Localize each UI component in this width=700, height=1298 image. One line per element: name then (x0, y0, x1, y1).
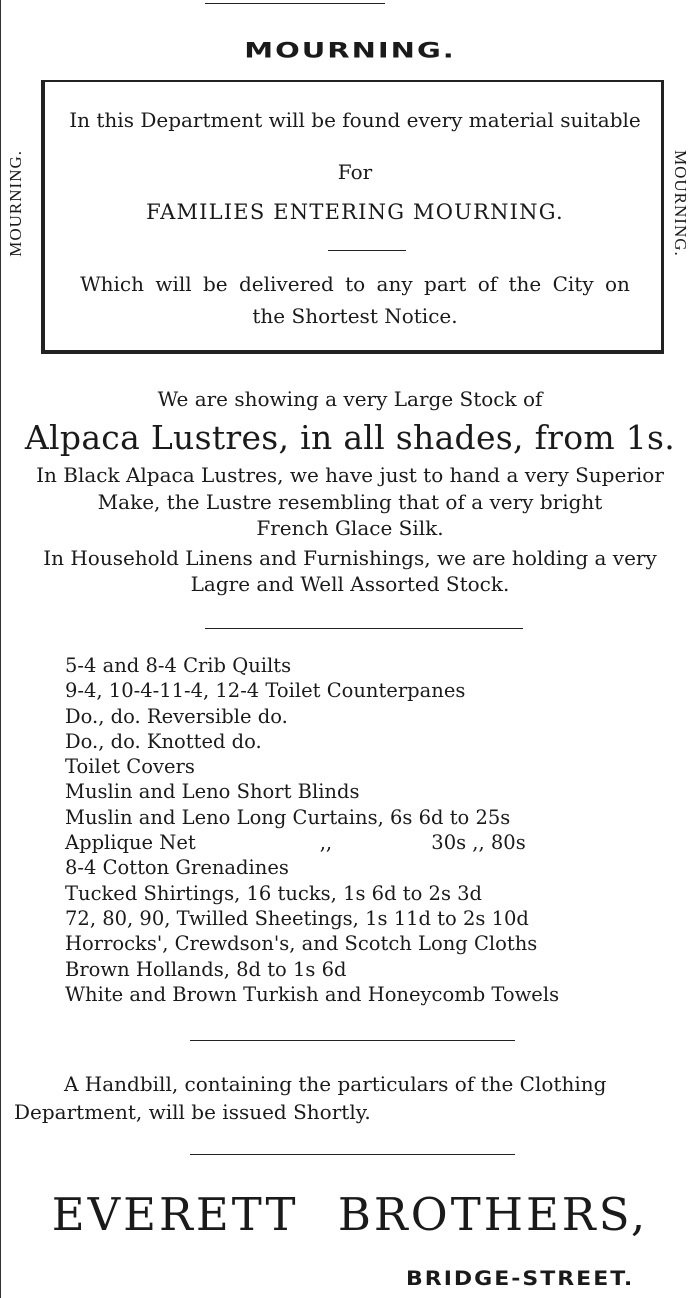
list-item: 72, 80, 90, Twilled Sheetings, 1s 11d to 2s 10d (65, 906, 529, 930)
black-alpaca-line-3: French Glace Silk. (256, 516, 444, 540)
handbill-notice (14, 1070, 694, 1126)
notice-line-3: FAMILIES ENTERING MOURNING. (146, 200, 564, 224)
mourning-notice-box (41, 80, 664, 354)
notice-line-5: the Shortest Notice. (252, 304, 458, 328)
list-item: Toilet Covers (65, 755, 195, 779)
mourning-heading: MOURNING. (244, 38, 456, 63)
top-divider (205, 3, 385, 4)
alpaca-headline: Alpaca Lustres, in all shades, from 1s. (24, 418, 676, 457)
notice-divider (328, 250, 406, 251)
household-line-2: Lagre and Well Assorted Stock. (190, 572, 510, 596)
divider-1 (205, 628, 523, 629)
firm-address: BRIDGE-STREET. (406, 1268, 635, 1291)
notice-line-4: Which will be delivered to any part of the City on (80, 272, 630, 296)
list-item: Brown Hollands, 8d to 1s 6d (65, 957, 347, 981)
firm-name: EVERETT BROTHERS, (51, 1188, 649, 1241)
list-item: White and Brown Turkish and Honeycomb Towels (65, 982, 560, 1006)
list-item: 5-4 and 8-4 Crib Quilts (65, 654, 292, 677)
stock-intro: We are showing a very Large Stock of (157, 387, 543, 411)
side-label-right: MOURNING. (671, 150, 690, 257)
list-item: Muslin and Leno Short Blinds (65, 780, 360, 804)
divider-2 (190, 1040, 515, 1041)
list-item: 8-4 Cotton Grenadines (65, 856, 289, 880)
left-border-line (0, 0, 1, 1298)
notice-line-2: For (337, 160, 373, 184)
goods-list (65, 653, 559, 1007)
handbill-text: A Handbill, containing the particulars of the Clothing Department, will be issued Shortly. (14, 1072, 607, 1124)
list-item: Do., do. Reversible do. (65, 704, 288, 728)
list-item: Tucked Shirtings, 16 tucks, 1s 6d to 2s 3d (65, 881, 483, 905)
black-alpaca-line-1: In Black Alpaca Lustres, we have just to hand a very Superior (36, 463, 664, 487)
list-item: Do., do. Knotted do. (65, 729, 262, 753)
black-alpaca-line-2: Make, the Lustre resembling that of a very bright (97, 490, 603, 514)
list-item: 9-4, 10-4-11-4, 12-4 Toilet Counterpanes (65, 679, 466, 703)
household-line-1: In Household Linens and Furnishings, we are holding a very (43, 546, 657, 570)
notice-line-1: In this Department will be found every material suitable (69, 108, 641, 132)
divider-3 (190, 1154, 515, 1155)
list-item: Applique Net ,, 30s ,, 80s (65, 831, 526, 855)
side-label-left: MOURNING. (6, 150, 25, 257)
list-item: Horrocks', Crewdson's, and Scotch Long Cloths (65, 932, 538, 956)
list-item: Muslin and Leno Long Curtains, 6s 6d to 25s (65, 805, 511, 829)
